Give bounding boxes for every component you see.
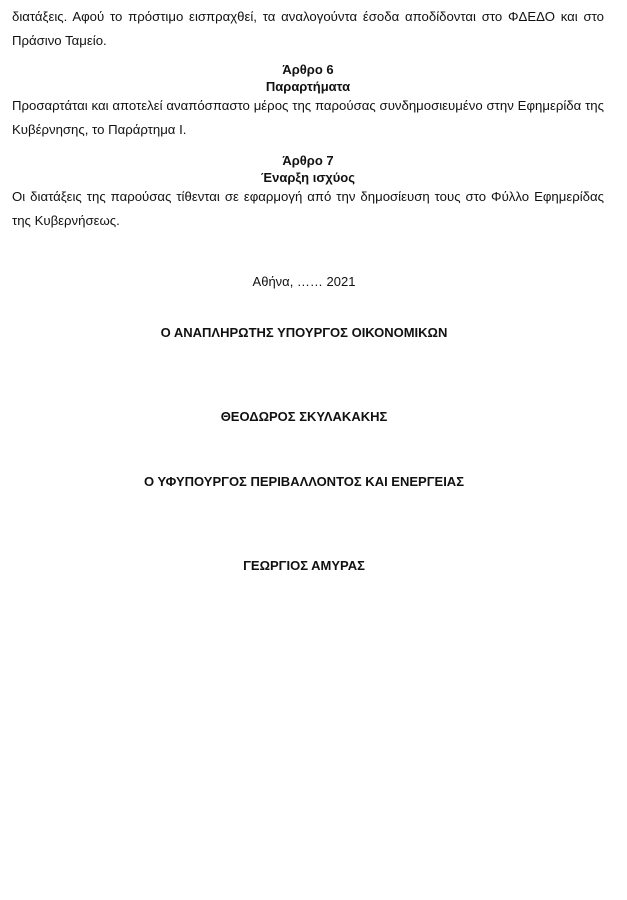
- signatory-2-name: ΓΕΩΡΓΙΟΣ ΑΜΥΡΑΣ: [243, 558, 365, 573]
- place-date: Αθήνα, …… 2021: [252, 274, 356, 289]
- signatory-2-title: Ο ΥΦΥΠΟΥΡΓΟΣ ΠΕΡΙΒΑΛΛΟΝΤΟΣ ΚΑΙ ΕΝΕΡΓΕΙΑΣ: [144, 474, 464, 489]
- article-6-number: Άρθρο 6: [282, 62, 334, 77]
- article-7-title: Έναρξη ισχύος: [261, 170, 355, 185]
- article-7-number: Άρθρο 7: [282, 153, 334, 168]
- article-6-title: Παραρτήματα: [265, 79, 351, 94]
- article-6-body: Προσαρτάται και αποτελεί αναπόσπαστο μέρος της παρούσας συνδημοσιευμένο στην Εφημερίδα της Κυβέρνησης, το Παράρτημα Ι.: [12, 98, 604, 137]
- signatory-1-title: Ο ΑΝΑΠΛΗΡΩΤΗΣ ΥΠΟΥΡΓΟΣ ΟΙΚΟΝΟΜΙΚΩΝ: [160, 325, 448, 340]
- article-7-body: Οι διατάξεις της παρούσας τίθενται σε εφαρμογή από την δημοσίευση τους στο Φύλλο Εφημερίδας της Κυβερνήσεως.: [12, 189, 604, 228]
- signatory-1-name: ΘΕΟΔΩΡΟΣ ΣΚΥΛΑΚΑΚΗΣ: [220, 409, 388, 424]
- paragraph-top: διατάξεις. Αφού το πρόστιμο εισπραχθεί, τα αναλογούντα έσοδα αποδίδονται στο ΦΔΕΔΟ και στο Πράσινο Ταμείο.: [12, 9, 604, 48]
